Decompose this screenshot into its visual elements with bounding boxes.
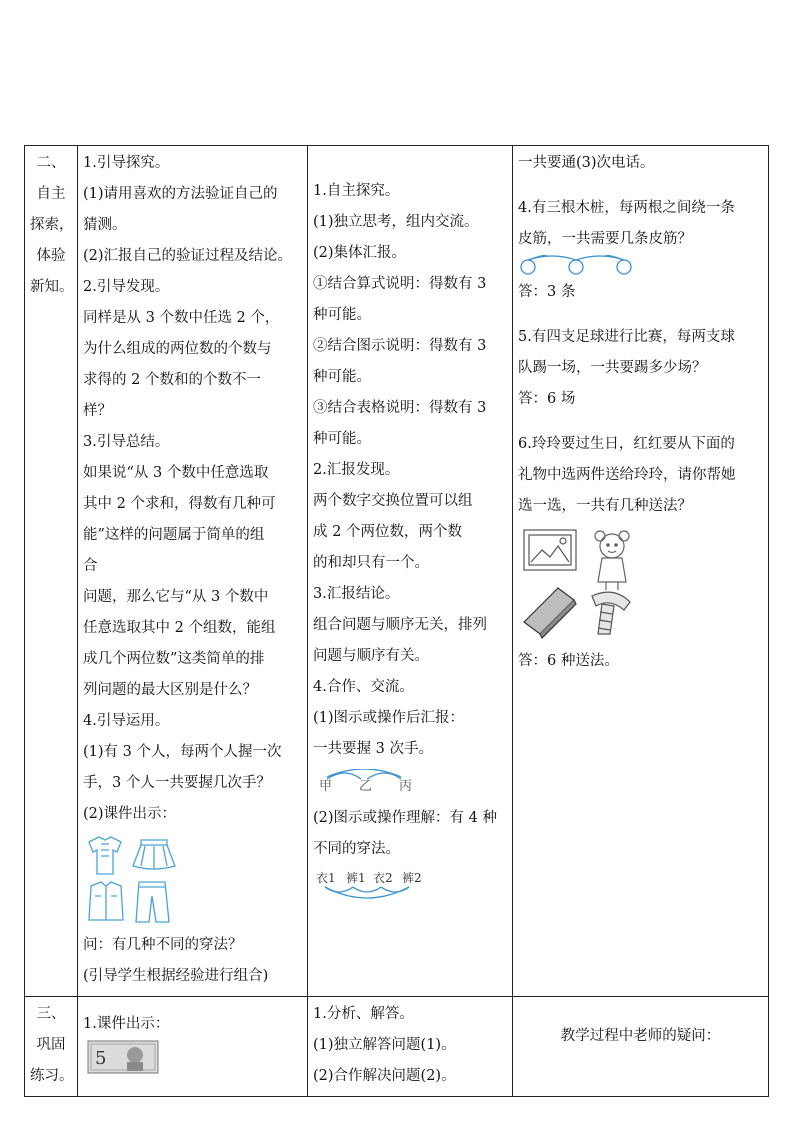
- question-4-line: 4.有三根木桩，每两根之间绕一条: [518, 200, 735, 216]
- question-6-line: 6.玲玲要过生日，红红要从下面的: [518, 436, 735, 452]
- student-line: 成 2 个两位数，两个数: [313, 524, 462, 540]
- pair-label-shirt1: 衣1: [316, 871, 336, 885]
- student-text-block-b: [313, 803, 507, 865]
- answer-5: 答：6 场: [518, 391, 576, 407]
- question-5-line: 队踢一场，一共要踢多少场？: [518, 360, 707, 376]
- lesson-table: [24, 145, 769, 1097]
- student-line: (1)独立解答问题(1)。: [313, 1037, 456, 1053]
- student-line: (1)独立思考，组内交流。: [313, 214, 479, 230]
- stakes-diagram: [518, 255, 763, 277]
- teacher-line: (1)有 3 个人，每两个人握一次: [83, 744, 282, 760]
- skirt-icon: [133, 840, 175, 869]
- teacher-line: 同样是从 3 个数中任选 2 个，: [83, 310, 280, 326]
- stage-line: 自主: [36, 186, 66, 202]
- teacher-line: 3.引导总结。: [83, 434, 170, 450]
- teacher-question-line: (引导学生根据经验进行组合): [83, 968, 269, 984]
- student-line: 3.汇报结论。: [313, 586, 400, 602]
- teacher-line: 列问题的最大区别是什么？: [83, 682, 257, 698]
- student-line: 一共要握 3 次手。: [313, 741, 433, 757]
- teacher-line: 其中 2 个求和，得数有几种可: [83, 496, 276, 512]
- stage-line: 三、: [36, 1006, 66, 1022]
- student-line: 2.汇报发现。: [313, 462, 400, 478]
- teacher-line: 猜测。: [83, 217, 127, 233]
- student-line: 种可能。: [313, 431, 371, 447]
- practice-line: 一共要通(3)次电话。: [518, 155, 655, 171]
- trousers-icon: [136, 882, 169, 922]
- teacher-line: 能”这样的问题属于简单的组: [83, 527, 265, 543]
- student-activity-cell-2: [308, 997, 513, 1097]
- shirt-icon: [89, 837, 121, 874]
- stage-cell-explore: [25, 146, 78, 997]
- teacher-line: (2)汇报自己的验证过程及结论。: [83, 248, 293, 264]
- student-line: (1)图示或操作后汇报：: [313, 710, 465, 726]
- student-line: 1.分析、解答。: [313, 1006, 414, 1022]
- picture-frame-icon: [524, 530, 576, 570]
- student-line: 问题与顺序有关。: [313, 648, 429, 664]
- teacher-line: (1)请用喜欢的方法验证自己的: [83, 186, 278, 202]
- teacher-line: 合: [83, 558, 98, 574]
- student-line: 种可能。: [313, 369, 371, 385]
- banknote-illustration: [87, 1040, 159, 1074]
- teacher-question-block: [83, 930, 302, 992]
- stage-line: 练习。: [30, 1068, 74, 1084]
- teacher-line: 如果说“从 3 个数中任意选取: [83, 465, 269, 481]
- student-line: 两个数字交换位置可以组: [313, 493, 473, 509]
- student-line: (2)合作解决问题(2)。: [313, 1068, 456, 1084]
- handshake-label-bing: 丙: [399, 779, 413, 794]
- handshake-diagram: [313, 769, 507, 799]
- student-line: 组合问题与顺序无关，排列: [313, 617, 487, 633]
- teacher-line: 任意选取其中 2 个组数，能组: [83, 620, 276, 636]
- student-line: ①结合算式说明：得数有 3: [313, 276, 487, 292]
- note-cell: [513, 997, 769, 1097]
- stage-line: 新知。: [30, 279, 74, 295]
- teacher-line: 求得的 2 个数和的个数不一: [83, 372, 261, 388]
- question-5-line: 5.有四支足球进行比赛，每两支球: [518, 329, 735, 345]
- teacher-line: 手，3 个人一共要握几次手？: [83, 775, 271, 791]
- stake-circle-icon: [617, 260, 631, 274]
- stake-circle-icon: [521, 260, 535, 274]
- table-row-consolidate: [25, 997, 769, 1097]
- jacket-icon: [89, 882, 123, 920]
- answer-6: 答：6 种送法。: [518, 653, 619, 669]
- teacher-line: 2.引导发现。: [83, 279, 170, 295]
- teacher-activity-cell-2: [78, 997, 308, 1097]
- teacher-line-courseware: 1.课件出示：: [83, 1016, 170, 1032]
- question-6-line: 选一选，一共有几种送法？: [518, 498, 692, 514]
- answer-4: 答：3 条: [518, 284, 576, 300]
- stake-circle-icon: [569, 260, 583, 274]
- student-line: 不同的穿法。: [313, 841, 400, 857]
- clothing-illustration: [83, 834, 302, 926]
- teacher-line: (2)课件出示：: [83, 806, 177, 822]
- student-line: 种可能。: [313, 307, 371, 323]
- banknote-value: 5: [95, 1048, 107, 1069]
- student-line: (2)图示或操作理解：有 4 种: [313, 810, 497, 826]
- teacher-activity-cell: [78, 146, 308, 997]
- teacher-line: 1.引导探究。: [83, 155, 170, 171]
- handshake-label-yi: 乙: [359, 779, 373, 794]
- student-line: ②结合图示说明：得数有 3: [313, 338, 487, 354]
- clothes-pairing-diagram: [313, 869, 507, 903]
- pair-label-shirt2: 衣2: [373, 871, 393, 885]
- teacher-line: 为什么组成的两位数的个数与: [83, 341, 272, 357]
- stage-line: 体验: [36, 248, 66, 264]
- student-line: (2)集体汇报。: [313, 245, 407, 261]
- table-row-explore: [25, 146, 769, 997]
- handshake-label-jia: 甲: [319, 779, 333, 794]
- teacher-question-note: 教学过程中老师的疑问：: [560, 1028, 721, 1044]
- portrait-icon: [127, 1047, 143, 1063]
- practice-cell: [513, 146, 769, 997]
- student-activity-cell: [308, 146, 513, 997]
- teacher-line: 成几个两位数”这类简单的排: [83, 651, 265, 667]
- pencil-case-icon: [524, 588, 576, 638]
- doll-icon: [595, 531, 629, 590]
- student-line: 4.合作、交流。: [313, 679, 414, 695]
- stage-line: 巩固: [36, 1037, 66, 1053]
- student-line: 的和却只有一个。: [313, 555, 429, 571]
- question-6-line: 礼物中选两件送给玲玲，请你帮她: [518, 467, 736, 483]
- teacher-line: 4.引导运用。: [83, 713, 170, 729]
- pair-label-pants1: 裤1: [346, 871, 366, 885]
- teacher-question-line: 问：有几种不同的穿法？: [83, 937, 243, 953]
- stage-line: 探索，: [30, 217, 74, 233]
- student-text-block: [313, 176, 507, 765]
- question-4-line: 皮筋，一共需要几条皮筋？: [518, 231, 692, 247]
- pair-label-pants2: 裤2: [402, 871, 422, 885]
- stage-cell-consolidate: [25, 997, 78, 1097]
- scarf-icon: [592, 592, 630, 634]
- student-line: ③结合表格说明：得数有 3: [313, 400, 487, 416]
- teacher-line: 问题，那么它与“从 3 个数中: [83, 589, 269, 605]
- stage-line: 二、: [36, 155, 66, 171]
- teacher-text-block: [83, 148, 302, 830]
- student-line: 1.自主探究。: [313, 183, 400, 199]
- gifts-illustration: [518, 526, 763, 642]
- teacher-line: 样？: [83, 403, 112, 419]
